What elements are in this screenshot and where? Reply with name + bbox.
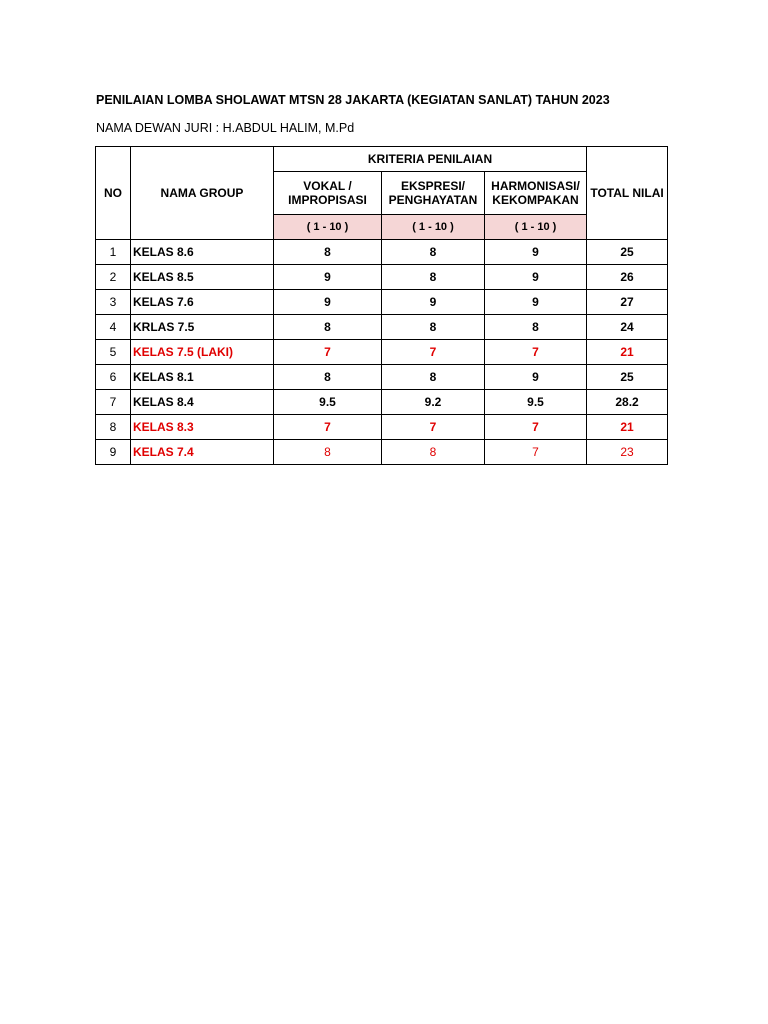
- header-harmonisasi-line2: KEKOMPAKAN: [492, 193, 579, 207]
- table-row: [96, 415, 668, 440]
- header-ekspresi-line1: EKSPRESI/: [400, 179, 466, 193]
- header-harmonisasi-line1: HARMONISASI/: [491, 179, 580, 193]
- score-vokal: 9: [274, 265, 382, 290]
- score-total: 25: [587, 240, 668, 265]
- score-total: 24: [587, 315, 668, 340]
- score-harmonisasi: 9: [485, 365, 587, 390]
- row-number: 7: [96, 390, 131, 415]
- judge-name-line: NAMA DEWAN JURI : H.ABDUL HALIM, M.Pd: [96, 121, 355, 135]
- score-harmonisasi: 9: [485, 290, 587, 315]
- header-vokal-line2: IMPROPISASI: [288, 193, 367, 207]
- range-ekspresi: ( 1 - 10 ): [382, 215, 485, 240]
- score-total: 28.2: [587, 390, 668, 415]
- score-ekspresi: 8: [382, 440, 485, 465]
- score-ekspresi: 9: [382, 290, 485, 315]
- row-number: 6: [96, 365, 131, 390]
- group-name: KELAS 7.5 (LAKI): [131, 340, 274, 365]
- range-harmonisasi: ( 1 - 10 ): [485, 215, 587, 240]
- score-total: 26: [587, 265, 668, 290]
- header-ekspresi: [382, 172, 485, 215]
- score-ekspresi: 7: [382, 415, 485, 440]
- row-number: 8: [96, 415, 131, 440]
- document-title: PENILAIAN LOMBA SHOLAWAT MTSN 28 JAKARTA (KEGIATAN SANLAT) TAHUN 2023: [96, 93, 610, 107]
- score-total: 25: [587, 365, 668, 390]
- table-row: [96, 265, 668, 290]
- group-name: KELAS 8.1: [131, 365, 274, 390]
- header-ekspresi-line2: PENGHAYATAN: [388, 193, 478, 207]
- score-vokal: 9.5: [274, 390, 382, 415]
- header-kriteria: KRITERIA PENILAIAN: [274, 147, 587, 172]
- table-row: [96, 390, 668, 415]
- header-vokal: [274, 172, 382, 215]
- score-vokal: 8: [274, 365, 382, 390]
- score-ekspresi: 8: [382, 240, 485, 265]
- score-vokal: 8: [274, 315, 382, 340]
- group-name: KELAS 7.4: [131, 440, 274, 465]
- row-number: 4: [96, 315, 131, 340]
- row-number: 1: [96, 240, 131, 265]
- score-harmonisasi: 9: [485, 240, 587, 265]
- score-vokal: 9: [274, 290, 382, 315]
- row-number: 5: [96, 340, 131, 365]
- group-name: KELAS 8.6: [131, 240, 274, 265]
- header-no: NO: [96, 147, 131, 240]
- group-name: KRLAS 7.5: [131, 315, 274, 340]
- table-row: [96, 340, 668, 365]
- table-row: [96, 440, 668, 465]
- group-name: KELAS 7.6: [131, 290, 274, 315]
- table-row: [96, 365, 668, 390]
- score-harmonisasi: 7: [485, 340, 587, 365]
- score-vokal: 7: [274, 340, 382, 365]
- header-vokal-line1: VOKAL /: [303, 179, 352, 193]
- table-row: [96, 240, 668, 265]
- score-harmonisasi: 9.5: [485, 390, 587, 415]
- row-number: 3: [96, 290, 131, 315]
- score-harmonisasi: 9: [485, 265, 587, 290]
- range-vokal: ( 1 - 10 ): [274, 215, 382, 240]
- score-total: 21: [587, 415, 668, 440]
- header-total: TOTAL NILAI: [587, 147, 668, 240]
- group-name: KELAS 8.3: [131, 415, 274, 440]
- table-body: [96, 240, 668, 465]
- score-total: 23: [587, 440, 668, 465]
- score-harmonisasi: 7: [485, 440, 587, 465]
- score-ekspresi: 8: [382, 365, 485, 390]
- row-number: 2: [96, 265, 131, 290]
- score-ekspresi: 8: [382, 265, 485, 290]
- header-harmonisasi: [485, 172, 587, 215]
- score-harmonisasi: 8: [485, 315, 587, 340]
- score-table: [95, 146, 668, 465]
- score-vokal: 8: [274, 240, 382, 265]
- score-ekspresi: 8: [382, 315, 485, 340]
- score-ekspresi: 9.2: [382, 390, 485, 415]
- table-row: [96, 315, 668, 340]
- score-vokal: 7: [274, 415, 382, 440]
- group-name: KELAS 8.4: [131, 390, 274, 415]
- score-total: 21: [587, 340, 668, 365]
- score-vokal: 8: [274, 440, 382, 465]
- score-harmonisasi: 7: [485, 415, 587, 440]
- table-row: [96, 290, 668, 315]
- group-name: KELAS 8.5: [131, 265, 274, 290]
- score-ekspresi: 7: [382, 340, 485, 365]
- row-number: 9: [96, 440, 131, 465]
- score-total: 27: [587, 290, 668, 315]
- header-nama-group: NAMA GROUP: [131, 147, 274, 240]
